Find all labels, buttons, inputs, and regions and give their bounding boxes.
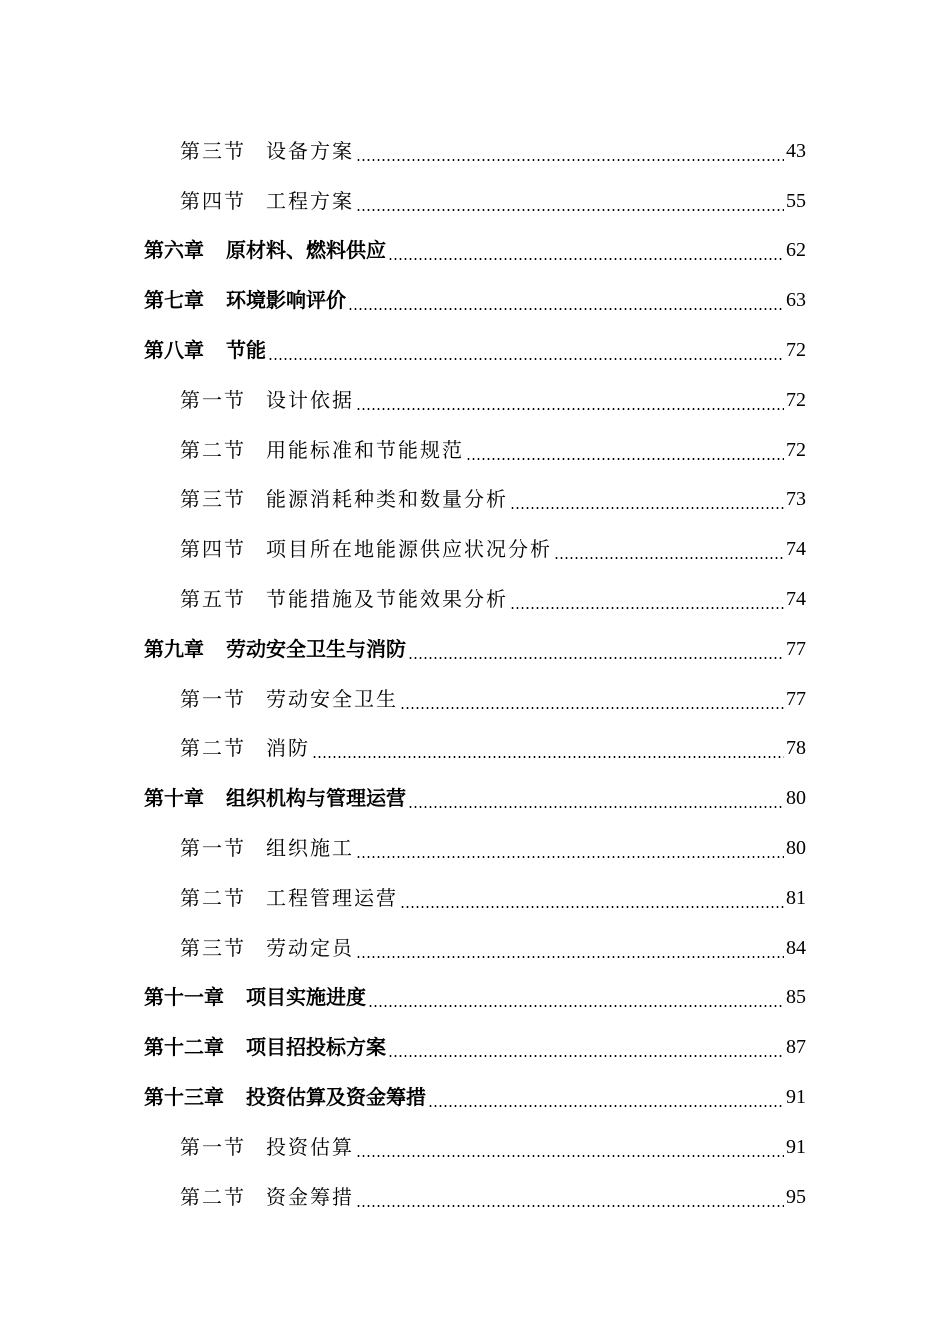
toc-entry-title: 工程管理运营 bbox=[266, 885, 398, 910]
toc-page-number: 73 bbox=[786, 488, 806, 511]
toc-entry-title: 用能标准和节能规范 bbox=[266, 437, 464, 462]
toc-page-number: 55 bbox=[786, 189, 806, 212]
toc-dot-leader bbox=[356, 956, 784, 958]
toc-section-entry[interactable] bbox=[0, 873, 950, 923]
toc-page-number: 43 bbox=[786, 139, 806, 162]
toc-section-entry[interactable] bbox=[0, 524, 950, 574]
toc-dot-leader bbox=[466, 458, 784, 460]
toc-entry-number: 第四节 bbox=[180, 537, 246, 562]
toc-chapter-entry[interactable] bbox=[0, 1072, 950, 1122]
toc-dot-leader bbox=[356, 856, 784, 858]
toc-dot-leader bbox=[554, 557, 784, 559]
toc-section-entry[interactable] bbox=[0, 724, 950, 774]
toc-entry-number: 第二节 bbox=[180, 1184, 246, 1209]
toc-entry-number: 第七章 bbox=[144, 288, 204, 313]
toc-page-number: 95 bbox=[786, 1185, 806, 1208]
toc-dot-leader bbox=[428, 1105, 784, 1107]
toc-page-number: 72 bbox=[786, 438, 806, 461]
toc-entry-number: 第十章 bbox=[144, 786, 204, 811]
toc-page-number: 91 bbox=[786, 1135, 806, 1158]
toc-entry-number: 第一节 bbox=[180, 836, 246, 861]
toc-entry-number: 第九章 bbox=[144, 636, 204, 661]
toc-page-number: 84 bbox=[786, 936, 806, 959]
toc-entry-title: 组织机构与管理运营 bbox=[226, 786, 406, 811]
toc-chapter-entry[interactable] bbox=[0, 973, 950, 1023]
toc-dot-leader bbox=[356, 159, 784, 161]
toc-chapter-entry[interactable] bbox=[0, 1022, 950, 1072]
toc-entry-number: 第五节 bbox=[180, 587, 246, 612]
toc-entry-title: 项目招投标方案 bbox=[246, 1035, 386, 1060]
toc-entry-number: 第二节 bbox=[180, 437, 246, 462]
toc-entry-title: 投资估算 bbox=[266, 1134, 354, 1159]
toc-entry-title: 节能措施及节能效果分析 bbox=[266, 587, 508, 612]
toc-entry-number: 第一节 bbox=[180, 1134, 246, 1159]
toc-page-number: 72 bbox=[786, 339, 806, 362]
toc-page-number: 72 bbox=[786, 388, 806, 411]
toc-page-number: 78 bbox=[786, 737, 806, 760]
toc-entry-title: 投资估算及资金筹措 bbox=[246, 1085, 426, 1110]
toc-entry-title: 环境影响评价 bbox=[226, 288, 346, 313]
toc-page-number: 74 bbox=[786, 588, 806, 611]
toc-entry-number: 第二节 bbox=[180, 736, 246, 761]
toc-entry-number: 第三节 bbox=[180, 487, 246, 512]
toc-entry-title: 组织施工 bbox=[266, 836, 354, 861]
toc-page-number: 80 bbox=[786, 787, 806, 810]
toc-section-entry[interactable] bbox=[0, 425, 950, 475]
toc-dot-leader bbox=[356, 209, 784, 211]
toc-entry-number: 第二节 bbox=[180, 885, 246, 910]
toc-page-number: 62 bbox=[786, 239, 806, 262]
toc-dot-leader bbox=[268, 358, 784, 360]
toc-section-entry[interactable] bbox=[0, 674, 950, 724]
toc-section-entry[interactable] bbox=[0, 176, 950, 226]
toc-section-entry[interactable] bbox=[0, 1172, 950, 1222]
toc-page-number: 91 bbox=[786, 1086, 806, 1109]
toc-entry-number: 第四节 bbox=[180, 188, 246, 213]
toc-page-number: 77 bbox=[786, 687, 806, 710]
toc-dot-leader bbox=[312, 756, 784, 758]
toc-dot-leader bbox=[408, 657, 784, 659]
toc-entry-number: 第十一章 bbox=[144, 985, 224, 1010]
toc-page-number: 63 bbox=[786, 289, 806, 312]
toc-entry-number: 第三节 bbox=[180, 935, 246, 960]
toc-page-number: 74 bbox=[786, 538, 806, 561]
toc-page-number: 85 bbox=[786, 986, 806, 1009]
toc-dot-leader bbox=[388, 1055, 784, 1057]
toc-page-number: 77 bbox=[786, 637, 806, 660]
toc-entry-number: 第十三章 bbox=[144, 1085, 224, 1110]
toc-entry-title: 劳动安全卫生 bbox=[266, 686, 398, 711]
toc-section-entry[interactable] bbox=[0, 1122, 950, 1172]
toc-chapter-entry[interactable] bbox=[0, 773, 950, 823]
toc-section-entry[interactable] bbox=[0, 475, 950, 525]
toc-entry-title: 项目实施进度 bbox=[246, 985, 366, 1010]
toc-entry-title: 劳动定员 bbox=[266, 935, 354, 960]
toc-dot-leader bbox=[400, 906, 784, 908]
toc-entry-title: 工程方案 bbox=[266, 188, 354, 213]
toc-entry-title: 原材料、燃料供应 bbox=[226, 238, 386, 263]
toc-entry-number: 第六章 bbox=[144, 238, 204, 263]
toc-section-entry[interactable] bbox=[0, 823, 950, 873]
toc-dot-leader bbox=[408, 806, 784, 808]
toc-entry-number: 第三节 bbox=[180, 138, 246, 163]
toc-chapter-entry[interactable] bbox=[0, 275, 950, 325]
toc-dot-leader bbox=[356, 1205, 784, 1207]
toc-entry-number: 第一节 bbox=[180, 387, 246, 412]
toc-chapter-entry[interactable] bbox=[0, 624, 950, 674]
toc-dot-leader bbox=[356, 408, 784, 410]
toc-section-entry[interactable] bbox=[0, 375, 950, 425]
toc-entry-number: 第一节 bbox=[180, 686, 246, 711]
toc-section-entry[interactable] bbox=[0, 923, 950, 973]
toc-dot-leader bbox=[368, 1005, 784, 1007]
toc-dot-leader bbox=[356, 1155, 784, 1157]
toc-dot-leader bbox=[510, 607, 784, 609]
toc-page-number: 87 bbox=[786, 1036, 806, 1059]
table-of-contents bbox=[0, 126, 950, 1222]
toc-page-number: 81 bbox=[786, 886, 806, 909]
toc-dot-leader bbox=[510, 507, 784, 509]
toc-entry-title: 设计依据 bbox=[266, 387, 354, 412]
toc-chapter-entry[interactable] bbox=[0, 226, 950, 276]
toc-entry-title: 设备方案 bbox=[266, 138, 354, 163]
toc-entry-title: 项目所在地能源供应状况分析 bbox=[266, 537, 552, 562]
toc-entry-title: 劳动安全卫生与消防 bbox=[226, 636, 406, 661]
toc-dot-leader bbox=[388, 258, 784, 260]
toc-entry-title: 资金筹措 bbox=[266, 1184, 354, 1209]
toc-section-entry[interactable] bbox=[0, 126, 950, 176]
toc-dot-leader bbox=[348, 308, 784, 310]
toc-entry-title: 能源消耗种类和数量分析 bbox=[266, 487, 508, 512]
toc-entry-number: 第八章 bbox=[144, 338, 204, 363]
toc-entry-number: 第十二章 bbox=[144, 1035, 224, 1060]
toc-chapter-entry[interactable] bbox=[0, 325, 950, 375]
toc-section-entry[interactable] bbox=[0, 574, 950, 624]
toc-entry-title: 节能 bbox=[226, 338, 266, 363]
toc-dot-leader bbox=[400, 707, 784, 709]
toc-page-number: 80 bbox=[786, 837, 806, 860]
toc-entry-title: 消防 bbox=[266, 736, 310, 761]
